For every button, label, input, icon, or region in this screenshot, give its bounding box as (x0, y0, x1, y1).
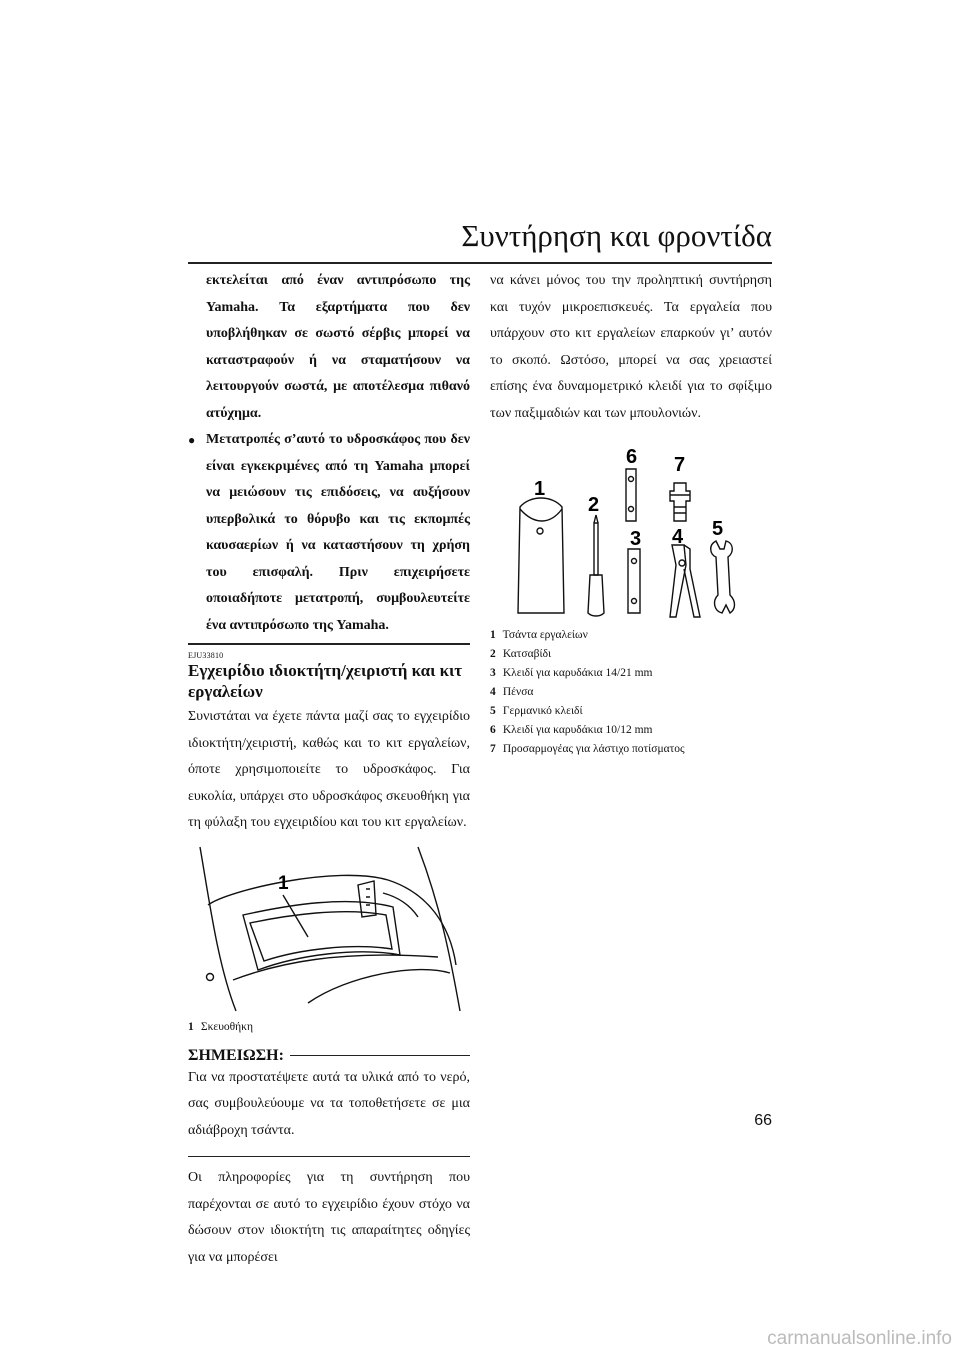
storage-caption-list (188, 1018, 470, 1037)
caption-item: 2 Κατσαβίδι (490, 648, 552, 660)
right-column (490, 268, 772, 759)
page-title: Συντήρηση και φροντίδα (461, 218, 772, 253)
tool-callout-6: 6 (626, 446, 638, 468)
warning-continuation: εκτελείται από έναν αντιπρόσωπο της Yamaha. Τα εξαρτήματα που δεν υποβλήθηκαν σε σωστό σέρβις μπορεί να καταστραφούν ή να σταματήσουν να λειτουργούν σωστά, με αποτέλεσμα πιθανό ατύχημα. (206, 273, 470, 421)
section-code: EJU33810 (188, 651, 224, 660)
spanner-icon (711, 541, 735, 613)
page-number: 66 (754, 1112, 772, 1129)
pliers-icon (670, 545, 686, 617)
note-label: ΣΗΜΕΙΩΣΗ: (188, 1046, 284, 1064)
watermark: carmanualsonline.info (767, 1328, 952, 1349)
caption-item: 1 Τσάντα εργαλείων (490, 629, 588, 641)
tool-callout-7: 7 (674, 454, 686, 476)
tool-kit-figure (490, 445, 772, 759)
note-heading (188, 1047, 470, 1065)
section-body: Συνιστάται να έχετε πάντα μαζί σας το εγχειρίδιο ιδιοκτήτη/χειριστή, καθώς και το κιτ εργαλείων, όποτε χρησιμοποιείτε το υδροσκάφος. Για ευκολία, υπάρχει στο υδροσκάφος σκευοθήκη για τη φύλαξη του εγχειριδίου και του κιτ εργαλείων. (188, 709, 470, 830)
storage-caption: 1 Σκευοθήκη (188, 1020, 253, 1033)
bullet-dot-icon: ● (188, 433, 196, 447)
tool-callout-2: 2 (588, 494, 600, 516)
caption-item: 6 Κλειδί για καρυδάκια 10/12 mm (490, 724, 653, 736)
closing-text: Οι πληροφορίες για τη συντήρηση που παρέχονται σε αυτό το εγχειρίδιο έχουν στόχο να δώσουν στον ιδιοκτήτη τις απαραίτητες οδηγίες για να μπορέσει (188, 1170, 470, 1265)
tool-callout-5: 5 (712, 518, 724, 540)
storage-callout-1: 1 (278, 872, 289, 894)
storage-figure (188, 845, 470, 1037)
screwdriver-icon (594, 523, 598, 575)
caption-item: 4 Πένσα (490, 686, 534, 698)
note-heading-rule (290, 1055, 470, 1056)
warning-bullet-text: Μετατροπές σ’αυτό το υδροσκάφος που δεν είναι εγκεκριμένες από τη Yamaha μπορεί να μειώσουν τις επιδόσεις, να αυξήσουν υπερβολικά το θόρυβο και τις εκπομπές καυσαερίων ή να καταστήσουν τη χρήση του επισφαλή. Πριν επιχειρήσετε οποιαδήποτε μετατροπή, συμβουλευτείτε ένα αντιπρόσωπο της Yamaha. (206, 432, 470, 633)
warning-bullet (188, 427, 470, 639)
title-rule (188, 262, 772, 264)
left-column (188, 268, 470, 1271)
tool-callout-1: 1 (534, 478, 546, 500)
caption-item: 3 Κλειδί για καρυδάκια 14/21 mm (490, 667, 653, 679)
tool-callout-4: 4 (672, 526, 684, 548)
section-heading: Εγχειρίδιο ιδιοκτήτη/χειριστή και κιτ εργαλείων (188, 661, 463, 701)
hose-adapter-icon (670, 483, 690, 521)
warning-end-rule (188, 643, 470, 645)
tool-kit-intro: να κάνει μόνος του την προληπτική συντήρηση και τυχόν μικροεπισκευές. Τα εργαλεία που υπάρχουν στο κιτ εργαλείων επαρκούν γι’ αυτόν το σκοπό. Ωστόσο, μπορεί να σας χρειαστεί επίσης ένα δυναμομετρικό κλειδί για το σφίξιμο των παξιμαδιών και των μπουλονιών. (490, 273, 772, 421)
tool-callout-3: 3 (630, 528, 642, 550)
tool-kit-caption-list (490, 626, 772, 759)
caption-item: 7 Προσαρμογέας για λάστιχο ποτίσματος (490, 743, 685, 755)
note-end-rule (188, 1156, 470, 1157)
tool-kit-illustration (490, 445, 772, 621)
note-text: Για να προστατέψετε αυτά τα υλικά από το νερό, σας συμβουλεύουμε να τα τοποθετήσετε σε μια αδιάβροχη τσάντα. (188, 1069, 470, 1138)
caption-item: 5 Γερμανικό κλειδί (490, 705, 583, 717)
storage-compartment-illustration (188, 845, 470, 1013)
